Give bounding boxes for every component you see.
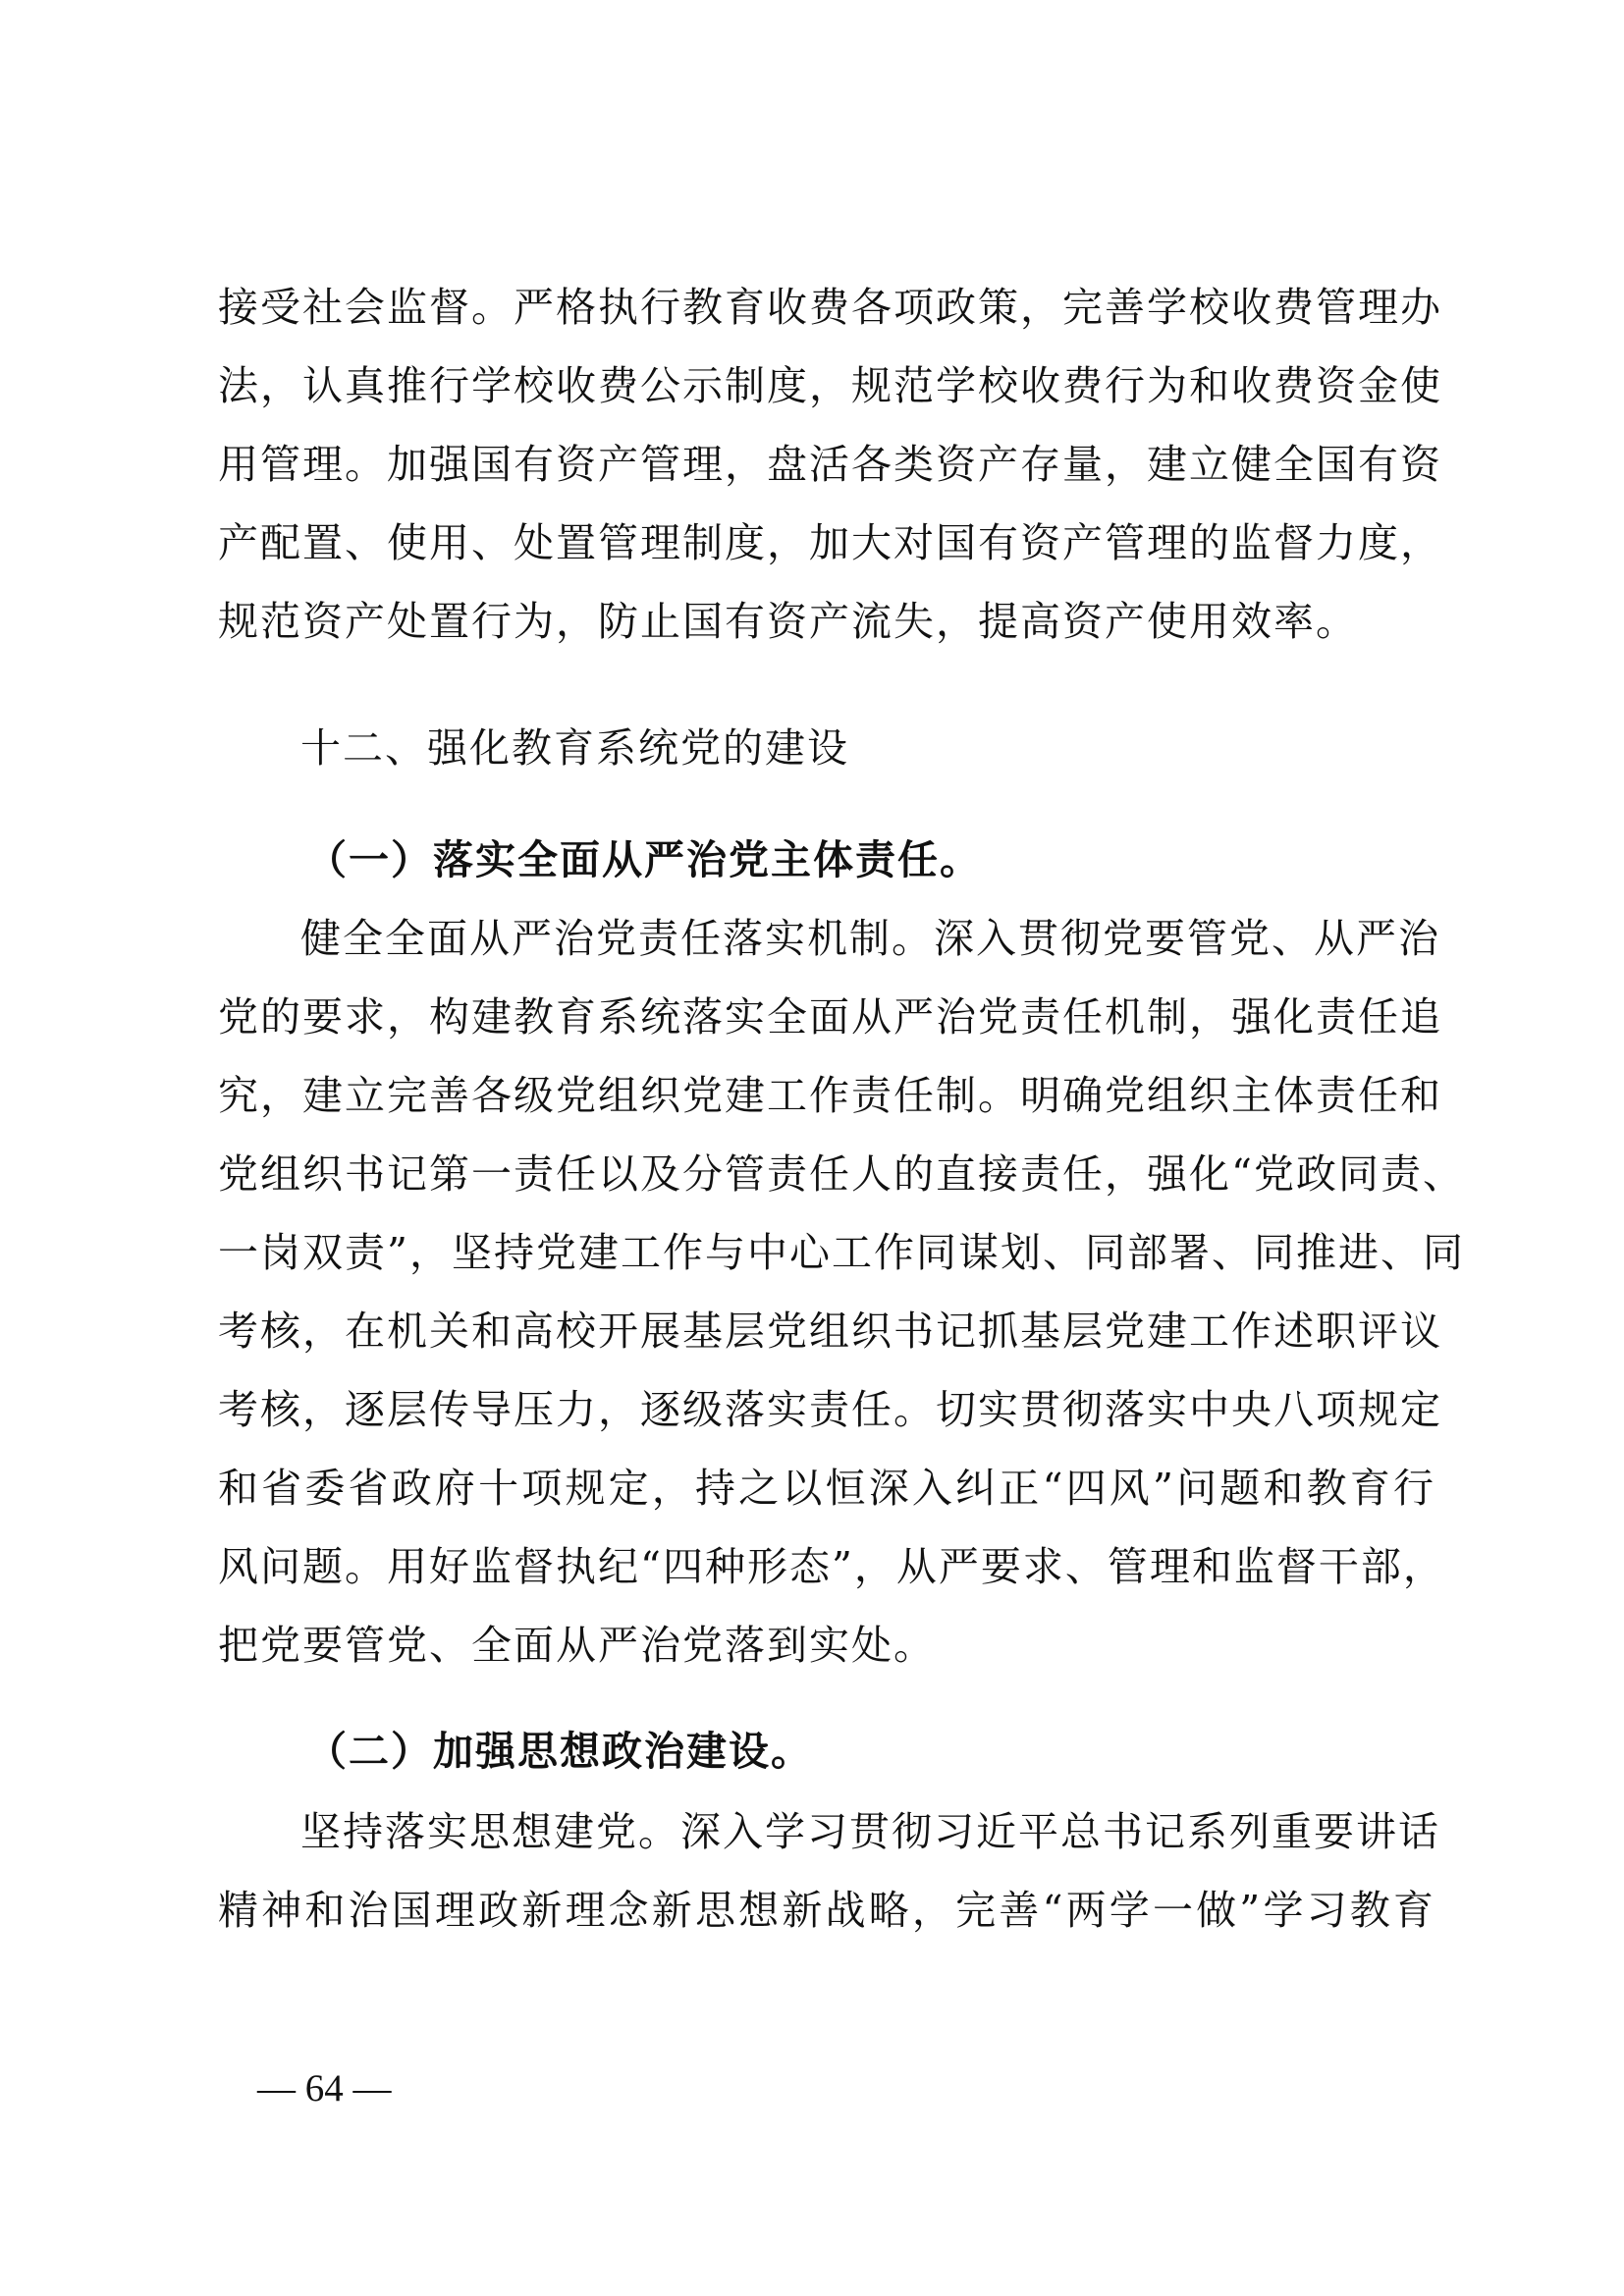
paragraph-line: 用管理。加强国有资产管理，盘活各类资产存量，建立健全国有资 — [218, 441, 1442, 488]
paragraph-line: 把党要管党、全面从严治党落到实处。 — [218, 1622, 936, 1669]
paragraph-line: 健全全面从严治党责任落实机制。深入贯彻党要管党、从严治 — [300, 915, 1440, 962]
paragraph-continued — [218, 268, 1442, 661]
paragraph-line: 接受社会监督。严格执行教育收费各项政策，完善学校收费管理办 — [218, 284, 1442, 331]
paragraph-line: 产配置、使用、处置管理制度，加大对国有资产管理的监督力度， — [218, 519, 1442, 566]
paragraph-line: 和省委省政府十项规定，持之以恒深入纠正“四风”问题和教育行 — [218, 1465, 1435, 1512]
paragraph-line: 一岗双责”，坚持党建工作与中心工作同谋划、同部署、同推进、同 — [218, 1229, 1465, 1276]
paragraph-line: 坚持落实思想建党。深入学习贯彻习近平总书记系列重要讲话 — [300, 1808, 1440, 1855]
paragraph-line: 考核，在机关和高校开展基层党组织书记抓基层党建工作述职评议 — [218, 1308, 1442, 1355]
paragraph-line: 究，建立完善各级党组织党建工作责任制。明确党组织主体责任和 — [218, 1072, 1442, 1119]
subsection-2-paragraph — [218, 1792, 1440, 1949]
section-heading: 十二、强化教育系统党的建设 — [300, 724, 849, 772]
subsection-heading-1: （一）落实全面从严治党主体责任。 — [306, 836, 982, 883]
paragraph-line: 考核，逐层传导压力，逐级落实责任。切实贯彻落实中央八项规定 — [218, 1386, 1442, 1433]
paragraph-line: 规范资产处置行为，防止国有资产流失，提高资产使用效率。 — [218, 598, 1358, 645]
paragraph-line: 党组织书记第一责任以及分管责任人的直接责任，强化“党政同责、 — [218, 1150, 1465, 1198]
subsection-1-paragraph — [218, 899, 1465, 1684]
paragraph-line: 风问题。用好监督执纪“四种形态”，从严要求、管理和监督干部， — [218, 1543, 1445, 1590]
paragraph-line: 精神和治国理政新理念新思想新战略，完善“两学一做”学习教育 — [218, 1887, 1435, 1934]
page-number: — 64 — — [257, 2067, 392, 2109]
paragraph-line: 党的要求，构建教育系统落实全面从严治党责任机制，强化责任追 — [218, 993, 1442, 1041]
subsection-heading-2: （二）加强思想政治建设。 — [306, 1728, 813, 1775]
paragraph-line: 法，认真推行学校收费公示制度，规范学校收费行为和收费资金使 — [218, 362, 1442, 409]
